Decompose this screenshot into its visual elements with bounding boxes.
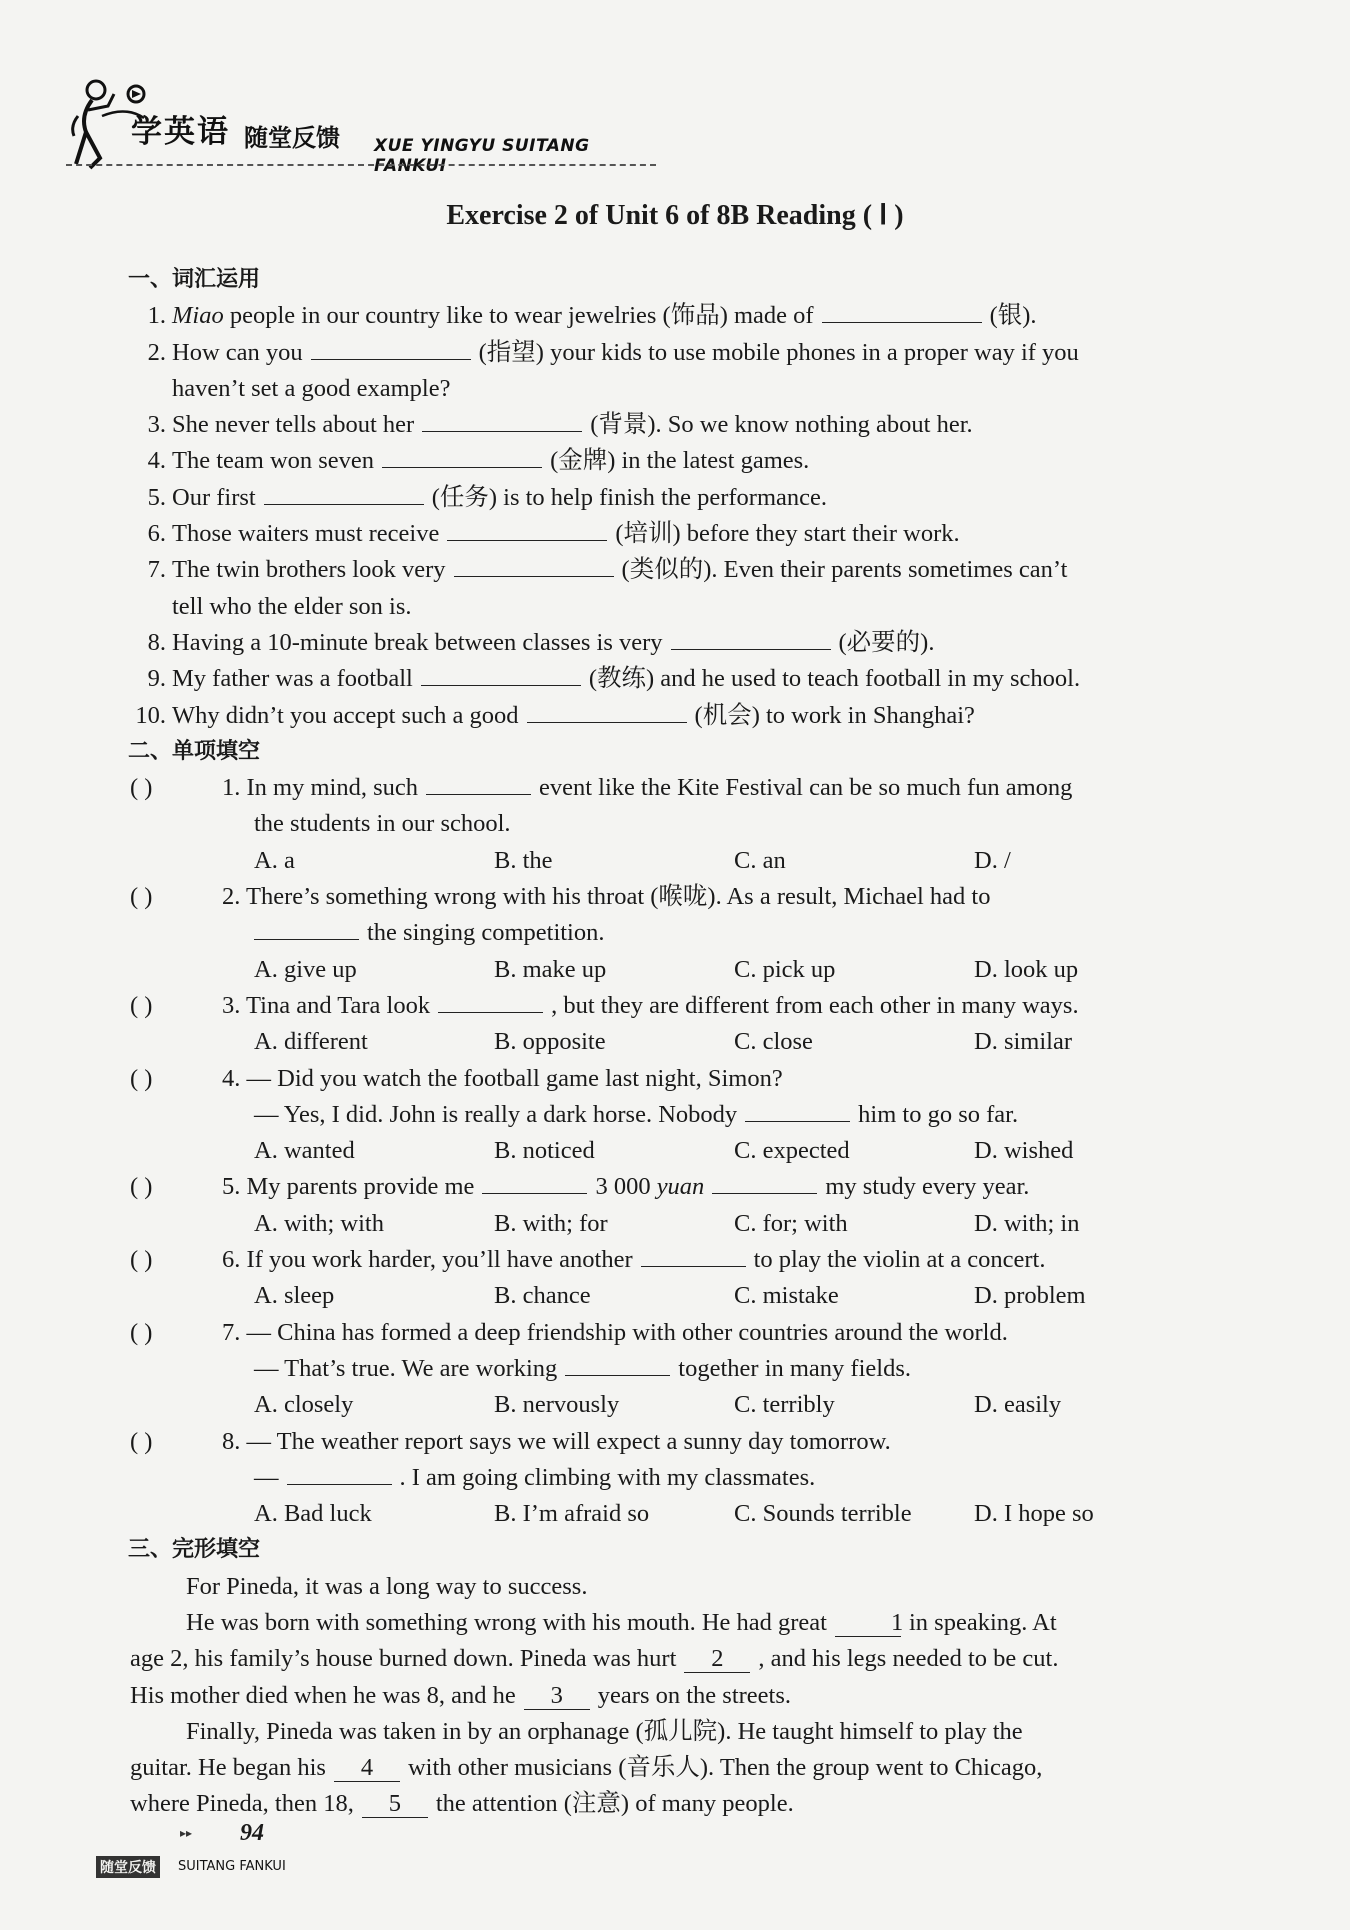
- mc-question-2-cont: the singing competition.: [130, 915, 1240, 951]
- answer-bracket[interactable]: ( ): [130, 1064, 153, 1092]
- answer-blank: [641, 1242, 746, 1267]
- cloze-line: guitar. He began his 4 with other musicians (音乐人). Then the group went to Chicago,: [130, 1754, 1043, 1782]
- mc-options-8: [130, 1496, 1240, 1532]
- footer-tag-en: SUITANG FANKUI: [178, 1859, 286, 1874]
- vocab-item-4: 4. The team won seven (金牌) in the latest games.: [130, 443, 1240, 479]
- vocab-item-2-cont: haven’t set a good example?: [172, 374, 451, 402]
- option-b[interactable]: B. I’m afraid so: [494, 1500, 650, 1528]
- answer-bracket[interactable]: ( ): [130, 991, 153, 1019]
- option-a[interactable]: A. different: [254, 1028, 368, 1056]
- option-c[interactable]: C. terribly: [734, 1391, 835, 1419]
- option-d[interactable]: D. similar: [974, 1028, 1072, 1056]
- answer-blank[interactable]: [454, 552, 614, 577]
- answer-bracket[interactable]: ( ): [130, 774, 153, 802]
- brand-subtitle-cn: 随堂反馈: [244, 124, 340, 152]
- mc-question-4: ( ) 4. — Did you watch the football game last night, Simon?: [130, 1061, 1240, 1097]
- brand-title-en: XUE YINGYU SUITANG FANKUI: [374, 136, 590, 176]
- cloze-line: His mother died when he was 8, and he 3 years on the streets.: [130, 1681, 791, 1709]
- cloze-line: Finally, Pineda was taken in by an orphanage (孤儿院). He taught himself to play the: [186, 1717, 1023, 1745]
- section-heading-vocabulary: 一、词汇运用: [128, 267, 261, 292]
- cloze-line: where Pineda, then 18, 5 the attention (注意) of many people.: [130, 1790, 794, 1818]
- option-d[interactable]: D. with; in: [974, 1209, 1080, 1237]
- mc-options-7: [130, 1387, 1240, 1423]
- mc-options-3: [130, 1024, 1240, 1060]
- option-b[interactable]: B. make up: [494, 955, 607, 983]
- answer-blank: [438, 988, 543, 1013]
- mc-question-4-cont: — Yes, I did. John is really a dark horse. Nobody him to go so far.: [130, 1097, 1240, 1133]
- mc-question-6: ( ) 6. If you work harder, you’ll have another to play the violin at a concert.: [130, 1242, 1240, 1278]
- mc-question-2: ( ) 2. There’s something wrong with his throat (喉咙). As a result, Michael had to: [130, 879, 1240, 915]
- option-d[interactable]: D. /: [974, 846, 1011, 874]
- answer-blank[interactable]: [527, 698, 687, 723]
- option-c[interactable]: C. expected: [734, 1137, 850, 1165]
- answer-bracket[interactable]: ( ): [130, 883, 153, 911]
- answer-blank[interactable]: [822, 298, 982, 323]
- option-a[interactable]: A. sleep: [254, 1282, 335, 1310]
- option-c[interactable]: C. for; with: [734, 1209, 848, 1237]
- vocab-item-6: 6. Those waiters must receive (培训) before they start their work.: [130, 516, 1240, 552]
- answer-bracket[interactable]: ( ): [130, 1173, 153, 1201]
- answer-blank: [482, 1169, 587, 1194]
- option-d[interactable]: D. wished: [974, 1137, 1074, 1165]
- vocab-item-10: 10. Why didn’t you accept such a good (机会) to work in Shanghai?: [130, 698, 1240, 734]
- answer-blank: [287, 1460, 392, 1485]
- option-c[interactable]: C. close: [734, 1028, 813, 1056]
- answer-blank: [712, 1169, 817, 1194]
- answer-blank[interactable]: [421, 661, 581, 686]
- mc-question-7-cont: — That’s true. We are working together in many fields.: [130, 1351, 1240, 1387]
- cloze-paragraph-1: For Pineda, it was a long way to success.: [186, 1572, 588, 1600]
- option-c[interactable]: C. Sounds terrible: [734, 1500, 912, 1528]
- cloze-blank-1: 1: [835, 1610, 901, 1637]
- vocab-item-2: 2. How can you (指望) your kids to use mobile phones in a proper way if you: [130, 335, 1240, 371]
- option-b[interactable]: B. the: [494, 846, 553, 874]
- exercise-content: [130, 262, 1240, 1823]
- answer-blank[interactable]: [264, 480, 424, 505]
- answer-bracket[interactable]: ( ): [130, 1427, 153, 1455]
- vocab-item-3: 3. She never tells about her (背景). So we know nothing about her.: [130, 407, 1240, 443]
- option-a[interactable]: A. Bad luck: [254, 1500, 372, 1528]
- option-b[interactable]: B. nervously: [494, 1391, 620, 1419]
- vocab-item-9: 9. My father was a football (教练) and he used to teach football in my school.: [130, 661, 1240, 697]
- page-footer: [96, 1820, 356, 1890]
- answer-blank: [565, 1351, 670, 1376]
- mc-question-3: ( ) 3. Tina and Tara look , but they are different from each other in many ways.: [130, 988, 1240, 1024]
- mc-question-5: ( ) 5. My parents provide me 3 000 yuan my study every year.: [130, 1169, 1240, 1205]
- page-number: 94: [240, 1820, 264, 1846]
- option-d[interactable]: D. easily: [974, 1391, 1062, 1419]
- arrow-marker-icon: ▸▸: [180, 1826, 193, 1840]
- header-divider: [66, 164, 656, 166]
- answer-bracket[interactable]: ( ): [130, 1246, 153, 1274]
- exercise-title: Exercise 2 of Unit 6 of 8B Reading ( Ⅰ ): [446, 200, 904, 231]
- option-b[interactable]: B. with; for: [494, 1209, 608, 1237]
- section-heading-cloze: 三、完形填空: [128, 1537, 261, 1563]
- cloze-blank-4: 4: [334, 1755, 400, 1782]
- cloze-blank-5: 5: [362, 1791, 428, 1818]
- option-b[interactable]: B. opposite: [494, 1028, 606, 1056]
- answer-blank[interactable]: [382, 443, 542, 468]
- cloze-blank-2: 2: [684, 1646, 750, 1673]
- option-a[interactable]: A. with; with: [254, 1209, 384, 1237]
- cloze-line: He was born with something wrong with his mouth. He had great 1 in speaking. At: [186, 1608, 1057, 1636]
- option-a[interactable]: A. give up: [254, 955, 357, 983]
- answer-bracket[interactable]: ( ): [130, 1318, 153, 1346]
- answer-blank[interactable]: [311, 335, 471, 360]
- answer-blank: [426, 770, 531, 795]
- answer-blank[interactable]: [422, 407, 582, 432]
- mc-question-8: ( ) 8. — The weather report says we will expect a sunny day tomorrow.: [130, 1424, 1240, 1460]
- option-a[interactable]: A. closely: [254, 1391, 354, 1419]
- option-d[interactable]: D. I hope so: [974, 1500, 1094, 1528]
- vocab-item-5: 5. Our first (任务) is to help finish the performance.: [130, 480, 1240, 516]
- mc-options-1: [130, 843, 1240, 879]
- answer-blank: [745, 1097, 850, 1122]
- vocab-item-7: 7. The twin brothers look very (类似的). Even their parents sometimes can’t: [130, 552, 1240, 588]
- mc-question-7: ( ) 7. — China has formed a deep friendship with other countries around the world.: [130, 1315, 1240, 1351]
- answer-blank[interactable]: [671, 625, 831, 650]
- mc-options-2: [130, 952, 1240, 988]
- section-heading-multiple-choice: 二、单项填空: [128, 738, 261, 764]
- brand-title-cn: 学英语: [131, 114, 230, 150]
- mc-question-8-cont: — . I am going climbing with my classmates.: [130, 1460, 1240, 1496]
- option-c[interactable]: C. pick up: [734, 955, 836, 983]
- cloze-line: age 2, his family’s house burned down. Pineda was hurt 2 , and his legs needed to be cut.: [130, 1645, 1059, 1673]
- option-b[interactable]: B. noticed: [494, 1137, 595, 1165]
- option-c[interactable]: C. an: [734, 846, 786, 874]
- option-d[interactable]: D. problem: [974, 1282, 1086, 1310]
- option-b[interactable]: B. chance: [494, 1282, 591, 1310]
- mc-options-6: [130, 1278, 1240, 1314]
- cloze-blank-3: 3: [524, 1683, 590, 1710]
- mc-question-1: ( ) 1. In my mind, such event like the Kite Festival can be so much fun among: [130, 770, 1240, 806]
- vocab-item-1: 1. Miao people in our country like to wear jewelries (饰品) made of (银).: [130, 298, 1240, 334]
- option-a[interactable]: A. wanted: [254, 1137, 355, 1165]
- mc-options-4: [130, 1133, 1240, 1169]
- vocab-item-8: 8. Having a 10-minute break between classes is very (必要的).: [130, 625, 1240, 661]
- vocab-item-7-cont: tell who the elder son is.: [172, 592, 412, 620]
- answer-blank[interactable]: [447, 516, 607, 541]
- mc-options-5: [130, 1206, 1240, 1242]
- option-d[interactable]: D. look up: [974, 955, 1079, 983]
- option-c[interactable]: C. mistake: [734, 1282, 839, 1310]
- footer-tag-cn: 随堂反馈: [96, 1856, 160, 1878]
- option-a[interactable]: A. a: [254, 846, 295, 874]
- brand-header: [66, 76, 656, 176]
- mc-question-1-cont: the students in our school.: [254, 810, 511, 838]
- answer-blank: [254, 915, 359, 940]
